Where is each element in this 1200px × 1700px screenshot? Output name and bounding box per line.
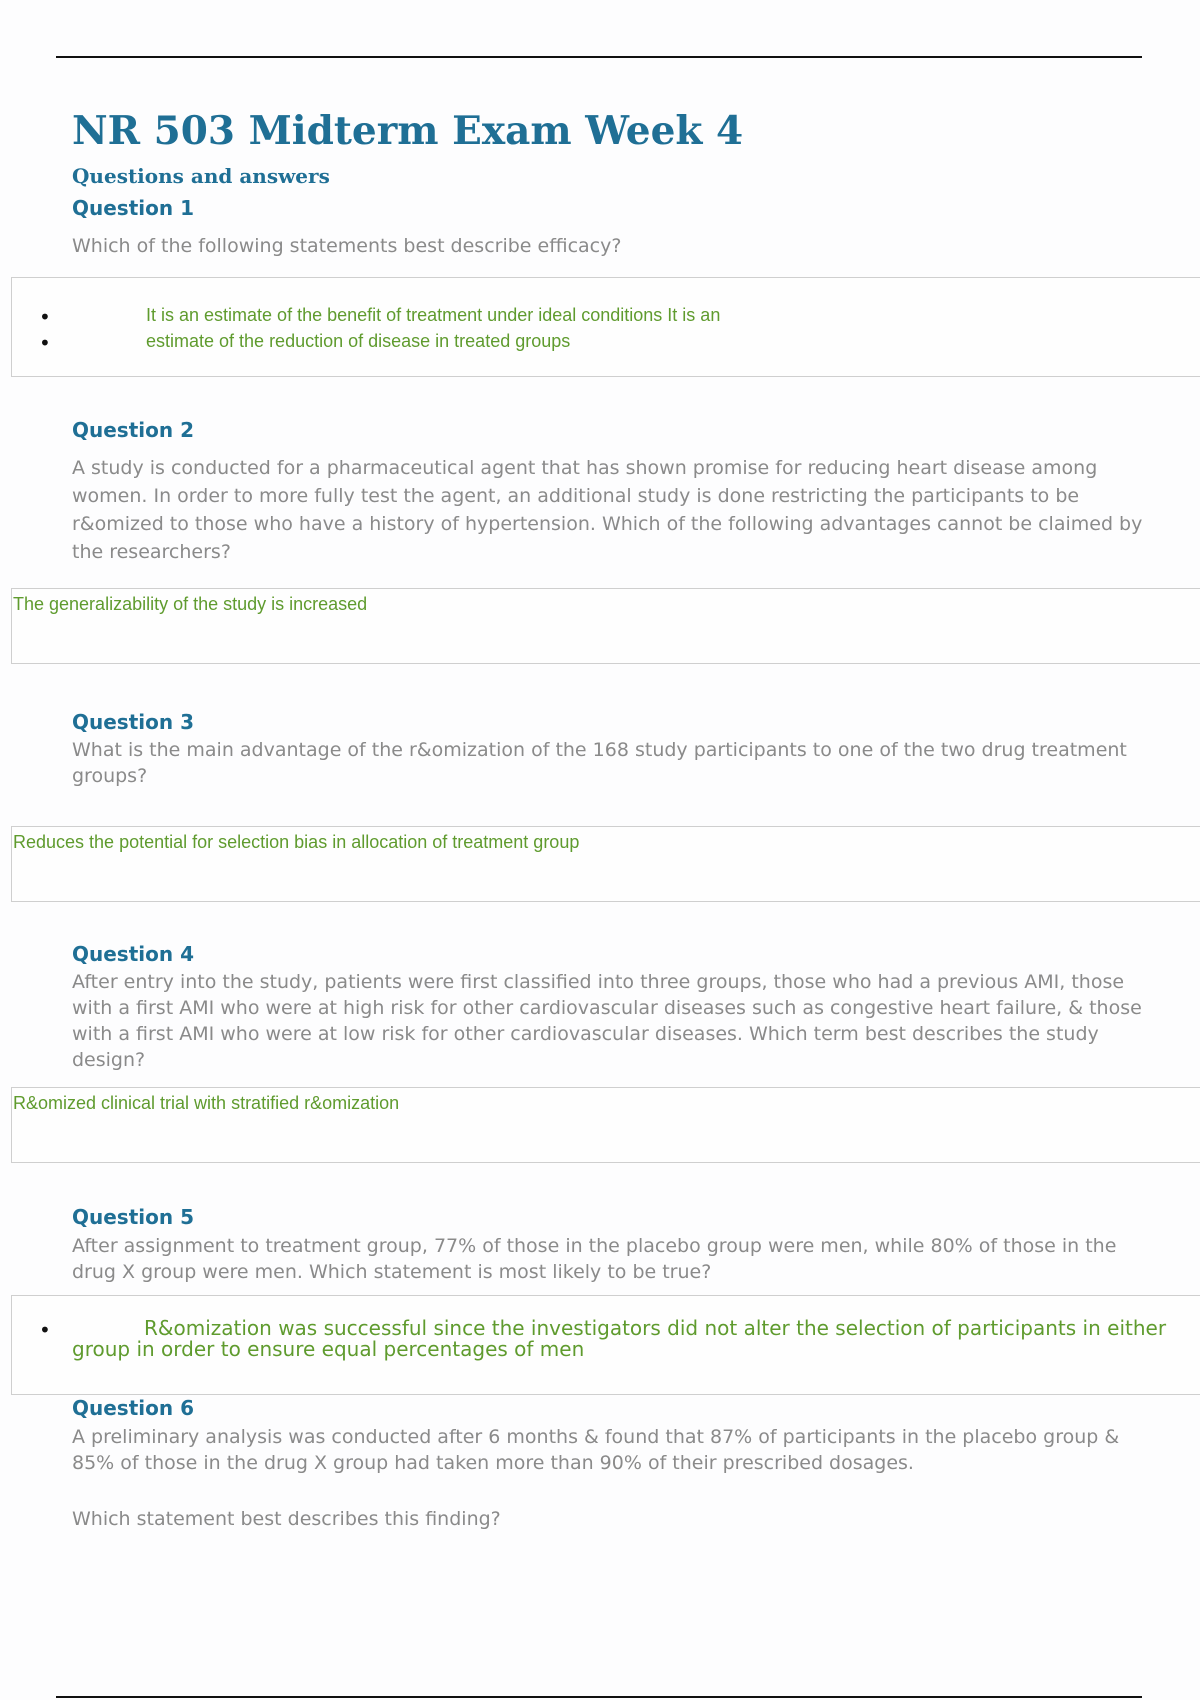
question-1-heading: Question 1 xyxy=(72,196,194,220)
question-3-answer: Reduces the potential for selection bias in allocation of treatment group xyxy=(13,832,580,852)
question-6-prompt: Which statement best describes this finding? xyxy=(72,1508,501,1530)
question-4-heading: Question 4 xyxy=(72,942,194,966)
question-6-text: A preliminary analysis was conducted after 6 months & found that 87% of participants in the placebo group & 85% of those in the drug X group had taken more than 90% of their prescribed dosages. xyxy=(72,1426,1120,1474)
question-4-answer: R&omized clinical trial with stratified r&omization xyxy=(13,1093,400,1113)
question-1-answer-line-2: estimate of the reduction of disease in treated groups xyxy=(146,331,571,351)
question-3-text: What is the main advantage of the r&omization of the 168 study participants to one of the two drug treatment groups? xyxy=(72,739,1127,787)
page-title: NR 503 Midterm Exam Week 4 xyxy=(72,108,744,154)
question-1-text: Which of the following statements best describe efficacy? xyxy=(72,235,622,257)
page-subtitle: Questions and answers xyxy=(72,164,330,188)
bullet: • xyxy=(39,1318,51,1342)
header-rule xyxy=(56,56,1142,58)
question-4-answer-box xyxy=(11,1087,1200,1163)
question-3-answer-box xyxy=(11,826,1200,902)
question-5-heading: Question 5 xyxy=(72,1205,194,1229)
question-1-answer-box xyxy=(11,277,1200,377)
question-1-answer-line-1: It is an estimate of the benefit of treatment under ideal conditions It is an xyxy=(146,305,721,325)
question-2-answer-box xyxy=(11,588,1200,664)
bullet: • xyxy=(39,305,51,329)
footer-rule xyxy=(56,1696,1142,1698)
question-5-answer: R&omization was successful since the investigators did not alter the selection of participants in either group in order to ensure equal percentages of men xyxy=(72,1316,1167,1361)
question-5-text: After assignment to treatment group, 77% of those in the placebo group were men, while 80% of those in the drug X group were men. Which statement is most likely to be true? xyxy=(72,1235,1117,1283)
question-3-heading: Question 3 xyxy=(72,710,194,734)
question-4-text: After entry into the study, patients were first classified into three groups, those who had a previous AMI, those with a first AMI who were at high risk for other cardiovascular diseases such as congestive heart failure, & those with a first AMI who were at low risk for other cardiovascular diseases. Which term best describes the study design? xyxy=(72,971,1142,1071)
question-2-heading: Question 2 xyxy=(72,418,194,442)
question-2-text: A study is conducted for a pharmaceutical agent that has shown promise for reducing heart disease among women. In order to more fully test the agent, an additional study is done restricting the participants to be r&omized to those who have a history of hypertension. Which of the following advantages cannot be claimed by the researchers? xyxy=(72,457,1143,563)
bullet: • xyxy=(39,331,51,355)
question-2-answer: The generalizability of the study is increased xyxy=(13,594,368,614)
question-6-heading: Question 6 xyxy=(72,1396,194,1420)
